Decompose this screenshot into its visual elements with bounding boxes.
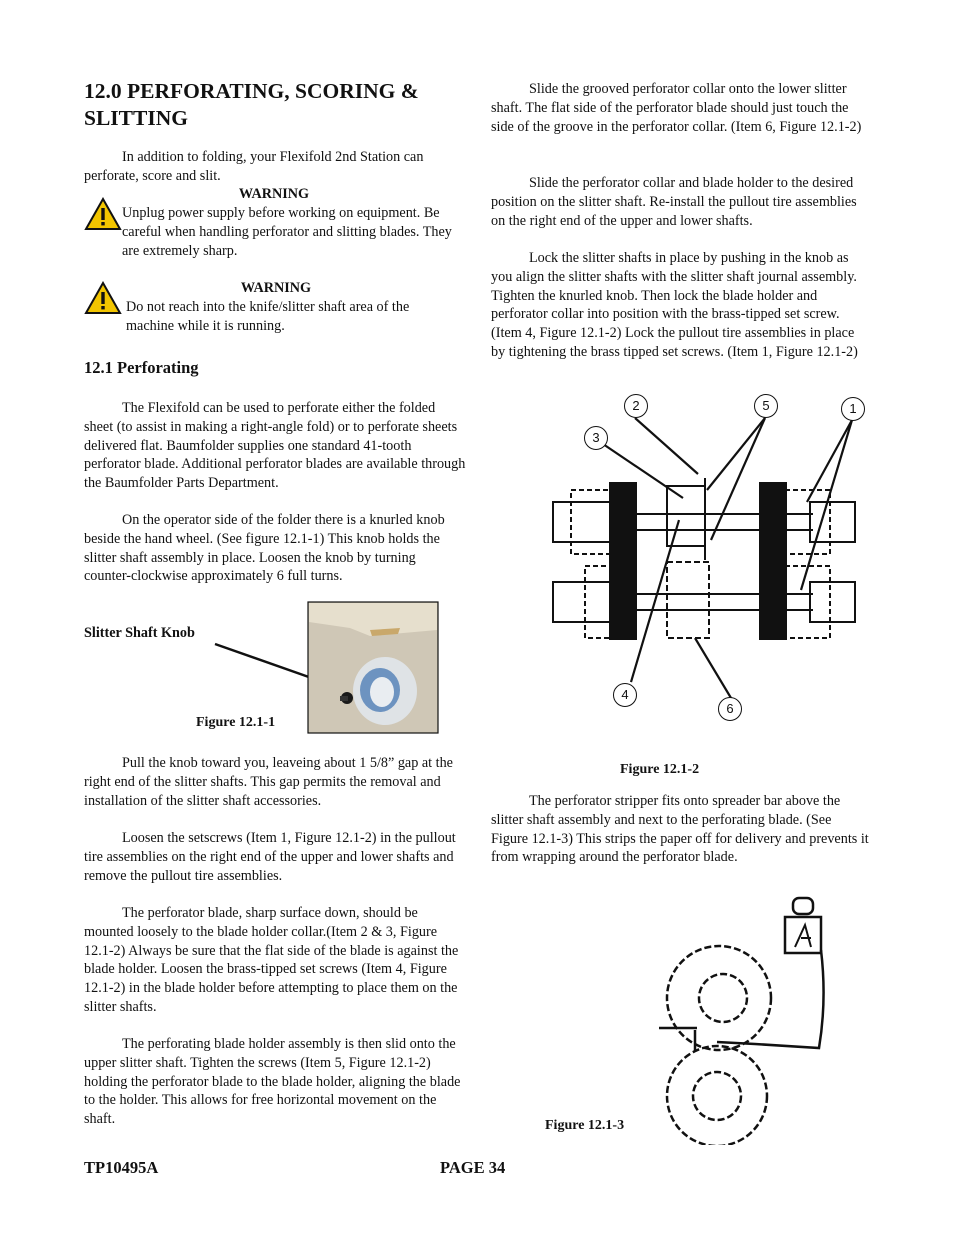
paragraph: Slide the perforator collar and blade holder to the desired position on the slitter shaft. Re-install the pullout tire assemblies on the right end of the upper and lower shafts. (491, 175, 857, 229)
paragraph: The perforating blade holder assembly is then slid onto the upper slitter shaft. Tighten the screws (Item 5, Figure 12.1-2) holding the perforator blade to the blade holder, aligning the blade to the holder. This allows for free horizontal movement on the shaft. (84, 1036, 461, 1128)
figure-12-1-3-diagram (655, 890, 855, 1145)
paragraph: Pull the knob toward you, leaveing about 1 5/8” gap at the right end of the slitter shafts. This gap permits the removal and installation of the slitter shaft accessories. (84, 755, 453, 809)
warning-text: Do not reach into the knife/slitter shaft area of the machine while it is running. (126, 299, 410, 334)
paragraph: Lock the slitter shafts in place by pushing in the knob as you align the slitter shafts with the slitter shaft journal assembly. Tighten the knurled knob. Then lock the blade holder and perforator collar into position with the brass-tipped set screw. (Item 4, Figure 12.1-2) Lock the pullout tire assemblies in place by tightening the brass tipped set screws. (Item 1, Figure 12.1-2) (491, 250, 858, 360)
callout-1: 1 (841, 397, 865, 421)
paragraph: The Flexifold can be used to perforate either the folded sheet (to assist in making a right-angle fold) or to perforate sheets delivered flat. Baumfolder supplies one standard 41-tooth perforator blade. Additional perforator blades are available through the Baumfolder Parts Department. (84, 400, 466, 492)
paragraph: Slide the grooved perforator collar onto the lower slitter shaft. The flat side of the perforator blade should just touch the side of the groove in the perforator collar. (Item 6, Figure 12.1-2) (491, 81, 862, 135)
warning-title: WARNING (238, 186, 310, 202)
paragraph: The perforator blade, sharp surface down, should be mounted loosely to the blade holder collar.(Item 2 & 3, Figure 12.1-2) Always be sure that the flat side of the blade is against the blade holder. Loosen the brass-tipped set screws (Item 4, Figure 12.1-2) in the blade holder before attempting to place them on the slitter shafts. (84, 905, 459, 1015)
subsection-title: 12.1 Perforating (84, 358, 199, 377)
paragraph: Loosen the setscrews (Item 1, Figure 12.1-2) in the pullout tire assemblies on the right end of the upper and lower shafts and remove the pullout tire assemblies. (84, 830, 456, 884)
warning-text: Unplug power supply before working on equipment. Be careful when handling perforator and slitting blades. They are extremely sharp. (122, 205, 452, 259)
callout-4: 4 (613, 683, 637, 707)
figure-caption: Figure 12.1-2 (620, 762, 700, 777)
figure-label: Slitter Shaft Knob (84, 625, 195, 641)
warning-title: WARNING (240, 280, 312, 296)
callout-6: 6 (718, 697, 742, 721)
intro-paragraph: In addition to folding, your Flexifold 2nd Station can perforate, score and slit. (84, 149, 424, 184)
figure-caption: Figure 12.1-1 (196, 715, 276, 730)
paragraph: On the operator side of the folder there is a knurled knob beside the hand wheel. (See figure 12.1-1) This knob holds the slitter shaft assembly in place. Loosen the knob by turning counter-clockwise approximately 6 full turns. (84, 512, 445, 585)
callout-3: 3 (584, 426, 608, 450)
callout-2: 2 (624, 394, 648, 418)
paragraph: The perforator stripper fits onto spreader bar above the slitter shaft assembly and next to the perforating blade. (See Figure 12.1-3) This strips the paper off for delivery and prevents it from wrapping around the perforator blade. (491, 793, 869, 866)
figure-caption: Figure 12.1-3 (545, 1118, 625, 1133)
warning-triangle-icon (84, 197, 122, 231)
page-number: PAGE 34 (440, 1158, 506, 1177)
callout-5: 5 (754, 394, 778, 418)
warning-triangle-icon (84, 281, 122, 315)
document-number: TP10495A (84, 1158, 159, 1177)
section-title: 12.0 PERFORATING, SCORING & SLITTING (84, 79, 419, 130)
